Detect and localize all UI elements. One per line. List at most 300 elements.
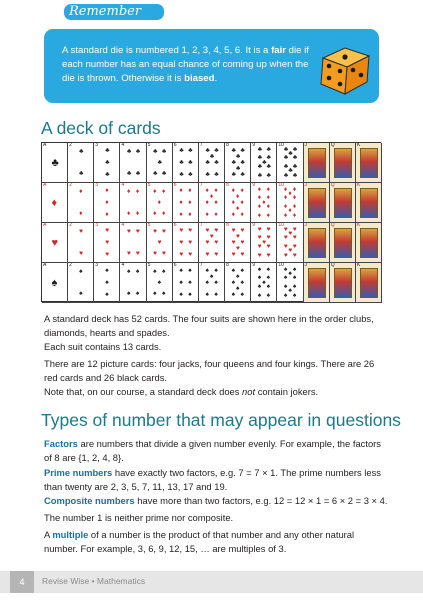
card-pip: ♥	[214, 226, 219, 234]
playing-card	[330, 143, 356, 183]
card-pip: ♥	[292, 234, 297, 242]
card-pip: ♣	[188, 158, 193, 166]
card-pip: ♦	[135, 187, 140, 195]
card-pip: ♠	[288, 270, 292, 278]
playing-card	[356, 263, 382, 303]
card-pip: ♠	[179, 266, 183, 274]
para-jokers-note	[44, 385, 389, 399]
playing-card	[199, 183, 225, 223]
playing-card	[147, 263, 173, 303]
card-pip: ♣	[153, 147, 158, 155]
card-rank: 8	[226, 223, 229, 228]
card-pip: ♣	[205, 158, 210, 166]
card-pip: ♥	[266, 243, 271, 251]
card-pip: ♦	[214, 186, 218, 194]
card-pip: ♣	[257, 154, 263, 162]
card-rank: Q	[330, 183, 335, 188]
card-pip: ♠	[105, 266, 109, 274]
card-pip: ♠	[257, 265, 262, 273]
card-pip: ♣	[209, 152, 215, 160]
card-pip: ♦	[236, 192, 240, 200]
card-pip: ♠	[257, 283, 262, 291]
card-rank: 2	[69, 143, 72, 148]
card-rank: 5	[147, 143, 151, 148]
card-pip: ♥	[266, 234, 271, 242]
card-pip: ♠	[205, 290, 209, 298]
playing-card	[304, 183, 330, 223]
card-rank: 9	[252, 223, 255, 228]
card-pip: ♦	[292, 211, 297, 219]
card-pip: ♥	[188, 238, 193, 246]
card-pip: ♦	[162, 209, 166, 217]
card-pip: ♦	[240, 186, 244, 194]
card-pip: ♦	[231, 198, 235, 206]
card-pip: ♦	[262, 198, 266, 206]
card-rank: 10	[278, 223, 284, 228]
card-pip: ♥	[283, 225, 288, 233]
card-pip: ♣	[105, 158, 110, 166]
card-pip: ♥	[240, 238, 245, 246]
card-pip: ♠	[292, 291, 297, 299]
card-pip: ♥	[240, 250, 245, 258]
card-pip: ♠	[283, 283, 288, 291]
card-pip: ♣	[205, 170, 210, 178]
card-pip: ♣	[262, 158, 267, 166]
card-rank: 7	[199, 183, 203, 188]
card-rank: J	[304, 223, 308, 228]
face-card-portrait	[334, 148, 352, 178]
card-pip: ♠	[105, 278, 109, 286]
card-pip: ♣	[236, 164, 241, 172]
remember-line3: .	[214, 73, 218, 84]
playing-card	[147, 223, 173, 263]
card-pip: ♠	[188, 290, 192, 298]
card-pip: ♥	[162, 227, 166, 235]
card-pip: ♥	[153, 227, 158, 235]
card-rank: Q	[330, 263, 335, 268]
face-card-portrait	[360, 188, 378, 218]
card-rank: 7	[199, 143, 203, 148]
card-pip: ♣	[51, 156, 59, 169]
card-pip: ♠	[205, 266, 209, 274]
card-pip: ♦	[162, 187, 166, 195]
card-pip: ♣	[292, 145, 298, 153]
para-deck-intro: A standard deck has 52 cards. The four suits are shown here in the order clubs, diamonds, hearts and spades.	[44, 313, 374, 338]
card-pip: ♥	[257, 234, 262, 242]
remember-line2: die if each number has an equal chance of coming up when the die is thrown. Otherwise it is	[62, 45, 309, 84]
card-pip: ♠	[188, 278, 192, 286]
card-pip: ♣	[179, 158, 184, 166]
card-pip: ♥	[188, 226, 193, 234]
card-rank: K	[356, 223, 361, 228]
playing-card	[356, 223, 382, 263]
card-rank: 4	[121, 183, 125, 188]
card-rank: K	[356, 143, 361, 148]
card-pip: ♥	[214, 250, 219, 258]
card-pip: ♠	[157, 278, 162, 286]
card-pip: ♥	[283, 243, 288, 251]
card-pip: ♣	[266, 154, 271, 162]
playing-card	[251, 183, 277, 223]
card-pip: ♣	[240, 146, 245, 154]
playing-card	[277, 223, 303, 263]
card-pip: ♣	[266, 171, 271, 179]
playing-card	[68, 143, 94, 183]
playing-card	[68, 223, 94, 263]
card-pip: ♦	[127, 209, 131, 217]
card-rank: 3	[95, 183, 99, 188]
page-number: 4	[10, 571, 34, 593]
card-pip: ♦	[153, 209, 157, 217]
card-pip: ♦	[240, 198, 244, 206]
card-pip: ♣	[236, 152, 241, 160]
card-pip: ♥	[257, 225, 262, 233]
face-card-portrait	[334, 268, 352, 298]
card-rank: 3	[95, 263, 99, 268]
card-pip: ♥	[231, 250, 236, 258]
jokers-text-a: Note that, on our course, a standard deck does	[44, 386, 243, 397]
card-pip: ♣	[257, 145, 263, 153]
face-card-portrait	[308, 268, 326, 298]
card-pip: ♠	[231, 278, 236, 286]
playing-card	[120, 143, 146, 183]
section-heading-number-types: Types of number that may appear in questions	[41, 410, 401, 430]
card-pip: ♣	[288, 167, 293, 175]
card-rank: 9	[252, 183, 255, 188]
card-pip: ♥	[262, 238, 267, 246]
card-pip: ♣	[240, 170, 245, 178]
para-primes	[44, 466, 389, 493]
para-suit-count: Each suit contains 13 cards.	[44, 341, 162, 352]
card-pip: ♣	[105, 170, 110, 178]
playing-card	[120, 263, 146, 303]
card-pip: ♥	[266, 225, 271, 233]
playing-card	[173, 263, 199, 303]
card-pip: ♥	[205, 226, 210, 234]
card-rank: J	[304, 263, 308, 268]
card-pip: ♠	[188, 266, 192, 274]
card-pip: ♥	[288, 247, 293, 255]
card-pip: ♥	[231, 238, 236, 246]
playing-card	[199, 143, 225, 183]
card-rank: 3	[95, 143, 99, 148]
playing-card	[225, 223, 251, 263]
card-rank: J	[304, 143, 308, 148]
card-pip: ♠	[162, 267, 166, 275]
card-rank: A	[43, 183, 47, 188]
card-pip: ♥	[157, 238, 162, 246]
card-pip: ♣	[231, 158, 236, 166]
card-rank: 2	[69, 263, 72, 268]
card-pip: ♠	[214, 290, 218, 298]
card-rank: 5	[147, 223, 151, 228]
card-pip: ♣	[127, 169, 132, 177]
card-rank: 10	[278, 143, 284, 148]
card-pip: ♣	[79, 147, 84, 155]
card-pip: ♠	[283, 265, 288, 273]
card-rank: A	[43, 223, 47, 228]
card-pip: ♦	[283, 194, 288, 202]
card-pip: ♦	[205, 210, 209, 218]
playing-card	[94, 143, 120, 183]
card-pip: ♦	[51, 196, 58, 209]
card-rank: K	[356, 183, 361, 188]
card-pip: ♦	[188, 186, 192, 194]
card-pip: ♦	[257, 211, 262, 219]
card-pip: ♠	[179, 278, 183, 286]
playing-card	[304, 223, 330, 263]
card-pip: ♠	[266, 274, 271, 282]
card-pip: ♣	[188, 146, 193, 154]
card-pip: ♦	[266, 211, 270, 219]
face-card-portrait	[334, 188, 352, 218]
jokers-text-not: not	[242, 386, 256, 397]
card-rank: 4	[121, 263, 125, 268]
card-pip: ♦	[127, 187, 131, 195]
card-pip: ♣	[288, 150, 293, 158]
card-pip: ♦	[135, 209, 140, 217]
card-pip: ♠	[240, 266, 244, 274]
card-pip: ♠	[51, 276, 58, 289]
card-pip: ♦	[292, 194, 297, 202]
playing-card	[277, 183, 303, 223]
para-multiples	[44, 528, 389, 555]
card-pip: ♦	[257, 185, 262, 193]
card-pip: ♦	[105, 198, 109, 206]
card-pip: ♣	[292, 171, 298, 179]
playing-card	[94, 223, 120, 263]
card-rank: K	[356, 263, 361, 268]
card-rank: 7	[199, 223, 203, 228]
card-pip: ♥	[179, 238, 184, 246]
multiple-text: of a number is the product of that number and any other natural number. For example, 3, 6, 9, 12, 15, … are multiples of 3.	[44, 529, 355, 554]
face-card-portrait	[308, 188, 326, 218]
card-pip: ♥	[209, 232, 214, 240]
card-pip: ♦	[153, 187, 157, 195]
playing-card	[173, 183, 199, 223]
card-pip: ♦	[157, 198, 161, 206]
card-pip: ♥	[292, 243, 297, 251]
card-pip: ♦	[266, 185, 270, 193]
para-composites	[44, 494, 389, 508]
card-rank: 10	[278, 263, 284, 268]
card-pip: ♥	[266, 251, 271, 259]
section-heading-cards: A deck of cards	[41, 118, 161, 138]
playing-card	[356, 143, 382, 183]
card-rank: 8	[226, 143, 229, 148]
playing-card	[330, 223, 356, 263]
card-pip: ♠	[240, 278, 244, 286]
card-pip: ♥	[231, 226, 236, 234]
remember-line1: A standard die is numbered 1, 2, 3, 4, 5, 6. It is a	[62, 45, 272, 56]
card-pip: ♥	[283, 234, 288, 242]
card-rank: A	[43, 143, 47, 148]
card-pip: ♦	[188, 198, 192, 206]
card-pip: ♠	[231, 266, 236, 274]
card-pip: ♦	[292, 203, 297, 211]
card-pip: ♠	[205, 278, 209, 286]
card-pip: ♦	[179, 210, 183, 218]
card-pip: ♣	[266, 163, 271, 171]
remember-title: Remember	[62, 2, 166, 22]
card-rank: 6	[173, 183, 177, 188]
card-pip: ♦	[205, 198, 209, 206]
card-pip: ♥	[135, 227, 140, 235]
card-pip: ♥	[283, 251, 288, 259]
playing-card	[225, 183, 251, 223]
para-number-one: The number 1 is neither prime nor composite.	[44, 512, 234, 523]
card-pip: ♠	[257, 291, 262, 299]
face-card-portrait	[308, 148, 326, 178]
card-pip: ♣	[179, 146, 184, 154]
card-pip: ♥	[127, 227, 131, 235]
card-pip: ♥	[79, 227, 83, 235]
playing-card	[330, 263, 356, 303]
card-pip: ♠	[135, 289, 140, 297]
playing-card	[42, 223, 68, 263]
card-pip: ♠	[283, 291, 288, 299]
card-pip: ♣	[283, 145, 289, 153]
card-pip: ♠	[231, 290, 236, 298]
prime-text: have exactly two factors, e.g. 7 = 7 × 1. The prime numbers less than twenty are 2, 3, 5, 7, 11, 13, 17 and 19.	[44, 467, 381, 492]
face-card-portrait	[360, 268, 378, 298]
card-rank: 4	[121, 223, 125, 228]
card-pip: ♦	[288, 190, 292, 198]
card-rank: 9	[252, 143, 255, 148]
card-pip: ♠	[288, 287, 292, 295]
card-pip: ♥	[188, 250, 193, 258]
playing-card	[94, 263, 120, 303]
card-pip: ♠	[127, 289, 131, 297]
card-pip: ♦	[105, 186, 109, 194]
card-pip: ♦	[257, 203, 262, 211]
card-pip: ♦	[236, 204, 240, 212]
card-pip: ♦	[79, 187, 83, 195]
term-factors: Factors	[44, 438, 78, 449]
card-pip: ♥	[105, 238, 110, 246]
card-pip: ♥	[153, 249, 158, 257]
card-pip: ♣	[214, 158, 219, 166]
card-pip: ♣	[292, 163, 298, 171]
remember-fair-term: fair	[271, 45, 286, 56]
card-pip: ♣	[162, 169, 167, 177]
term-multiple: multiple	[52, 529, 89, 540]
card-pip: ♣	[257, 171, 263, 179]
card-pip: ♠	[153, 267, 157, 275]
term-prime-numbers: Prime numbers	[44, 467, 113, 478]
para-factors	[44, 437, 389, 464]
card-pip: ♥	[127, 249, 131, 257]
card-pip: ♦	[283, 203, 288, 211]
playing-card	[225, 263, 251, 303]
playing-card	[173, 223, 199, 263]
card-pip: ♦	[179, 198, 183, 206]
card-pip: ♠	[236, 284, 240, 292]
card-pip: ♥	[292, 251, 297, 259]
card-pip: ♣	[292, 154, 298, 162]
card-pip: ♦	[266, 194, 270, 202]
card-pip: ♥	[105, 226, 110, 234]
card-pip: ♠	[240, 290, 244, 298]
card-pip: ♣	[205, 146, 210, 154]
card-pip: ♠	[266, 283, 271, 291]
playing-card	[120, 183, 146, 223]
playing-card	[225, 143, 251, 183]
card-pip: ♠	[79, 289, 83, 297]
card-pip: ♦	[214, 210, 218, 218]
card-pip: ♦	[240, 210, 244, 218]
card-pip: ♣	[283, 163, 289, 171]
face-card-portrait	[360, 228, 378, 258]
card-pip: ♦	[205, 186, 209, 194]
card-rank: A	[43, 263, 47, 268]
card-pip: ♦	[266, 203, 270, 211]
card-pip: ♦	[231, 210, 235, 218]
card-pip: ♣	[127, 147, 132, 155]
card-pip: ♣	[179, 170, 184, 178]
card-pip: ♠	[127, 267, 131, 275]
card-pip: ♠	[79, 267, 83, 275]
card-pip: ♥	[257, 251, 262, 259]
card-pip: ♣	[257, 163, 263, 171]
card-rank: 2	[69, 223, 72, 228]
card-rank: 10	[278, 183, 284, 188]
remember-biased-term: biased	[184, 73, 215, 84]
playing-card	[68, 263, 94, 303]
composite-text: have more than two factors, e.g. 12 = 12 × 1 = 6 × 2 = 3 × 4.	[134, 495, 388, 506]
card-pip: ♠	[162, 289, 166, 297]
dice-icon	[315, 40, 375, 98]
card-pip: ♠	[266, 291, 271, 299]
card-rank: 5	[147, 263, 151, 268]
card-rank: 6	[173, 223, 177, 228]
card-pip: ♥	[162, 249, 166, 257]
card-pip: ♥	[292, 225, 297, 233]
card-pip: ♣	[135, 147, 141, 155]
card-pip: ♦	[288, 207, 292, 215]
playing-card	[94, 183, 120, 223]
card-pip: ♠	[179, 290, 183, 298]
card-pip: ♣	[283, 171, 289, 179]
card-pip: ♥	[205, 238, 210, 246]
card-pip: ♣	[135, 169, 141, 177]
footer-text: Revise Wise • Mathematics	[42, 576, 146, 586]
jokers-text-c: contain jokers.	[255, 386, 319, 397]
playing-card	[304, 263, 330, 303]
card-pip: ♦	[209, 192, 214, 200]
playing-card	[251, 143, 277, 183]
card-rank: 4	[121, 143, 125, 148]
card-pip: ♠	[135, 267, 140, 275]
card-pip: ♣	[188, 170, 193, 178]
card-rank: 3	[95, 223, 99, 228]
card-pip: ♠	[214, 278, 218, 286]
term-composite-numbers: Composite numbers	[44, 495, 135, 506]
card-pip: ♠	[105, 290, 109, 298]
playing-card	[277, 263, 303, 303]
card-pip: ♣	[162, 147, 167, 155]
factors-text: are numbers that divide a given number evenly. For example, the factors of 8 are {1, 2, 4, 8}.	[44, 438, 381, 463]
card-pip: ♥	[214, 238, 219, 246]
playing-card	[173, 143, 199, 183]
playing-card	[42, 143, 68, 183]
playing-card	[277, 143, 303, 183]
card-pip: ♥	[135, 249, 140, 257]
playing-card	[199, 263, 225, 303]
playing-card	[330, 183, 356, 223]
playing-card	[120, 223, 146, 263]
card-deck-grid	[41, 142, 381, 302]
